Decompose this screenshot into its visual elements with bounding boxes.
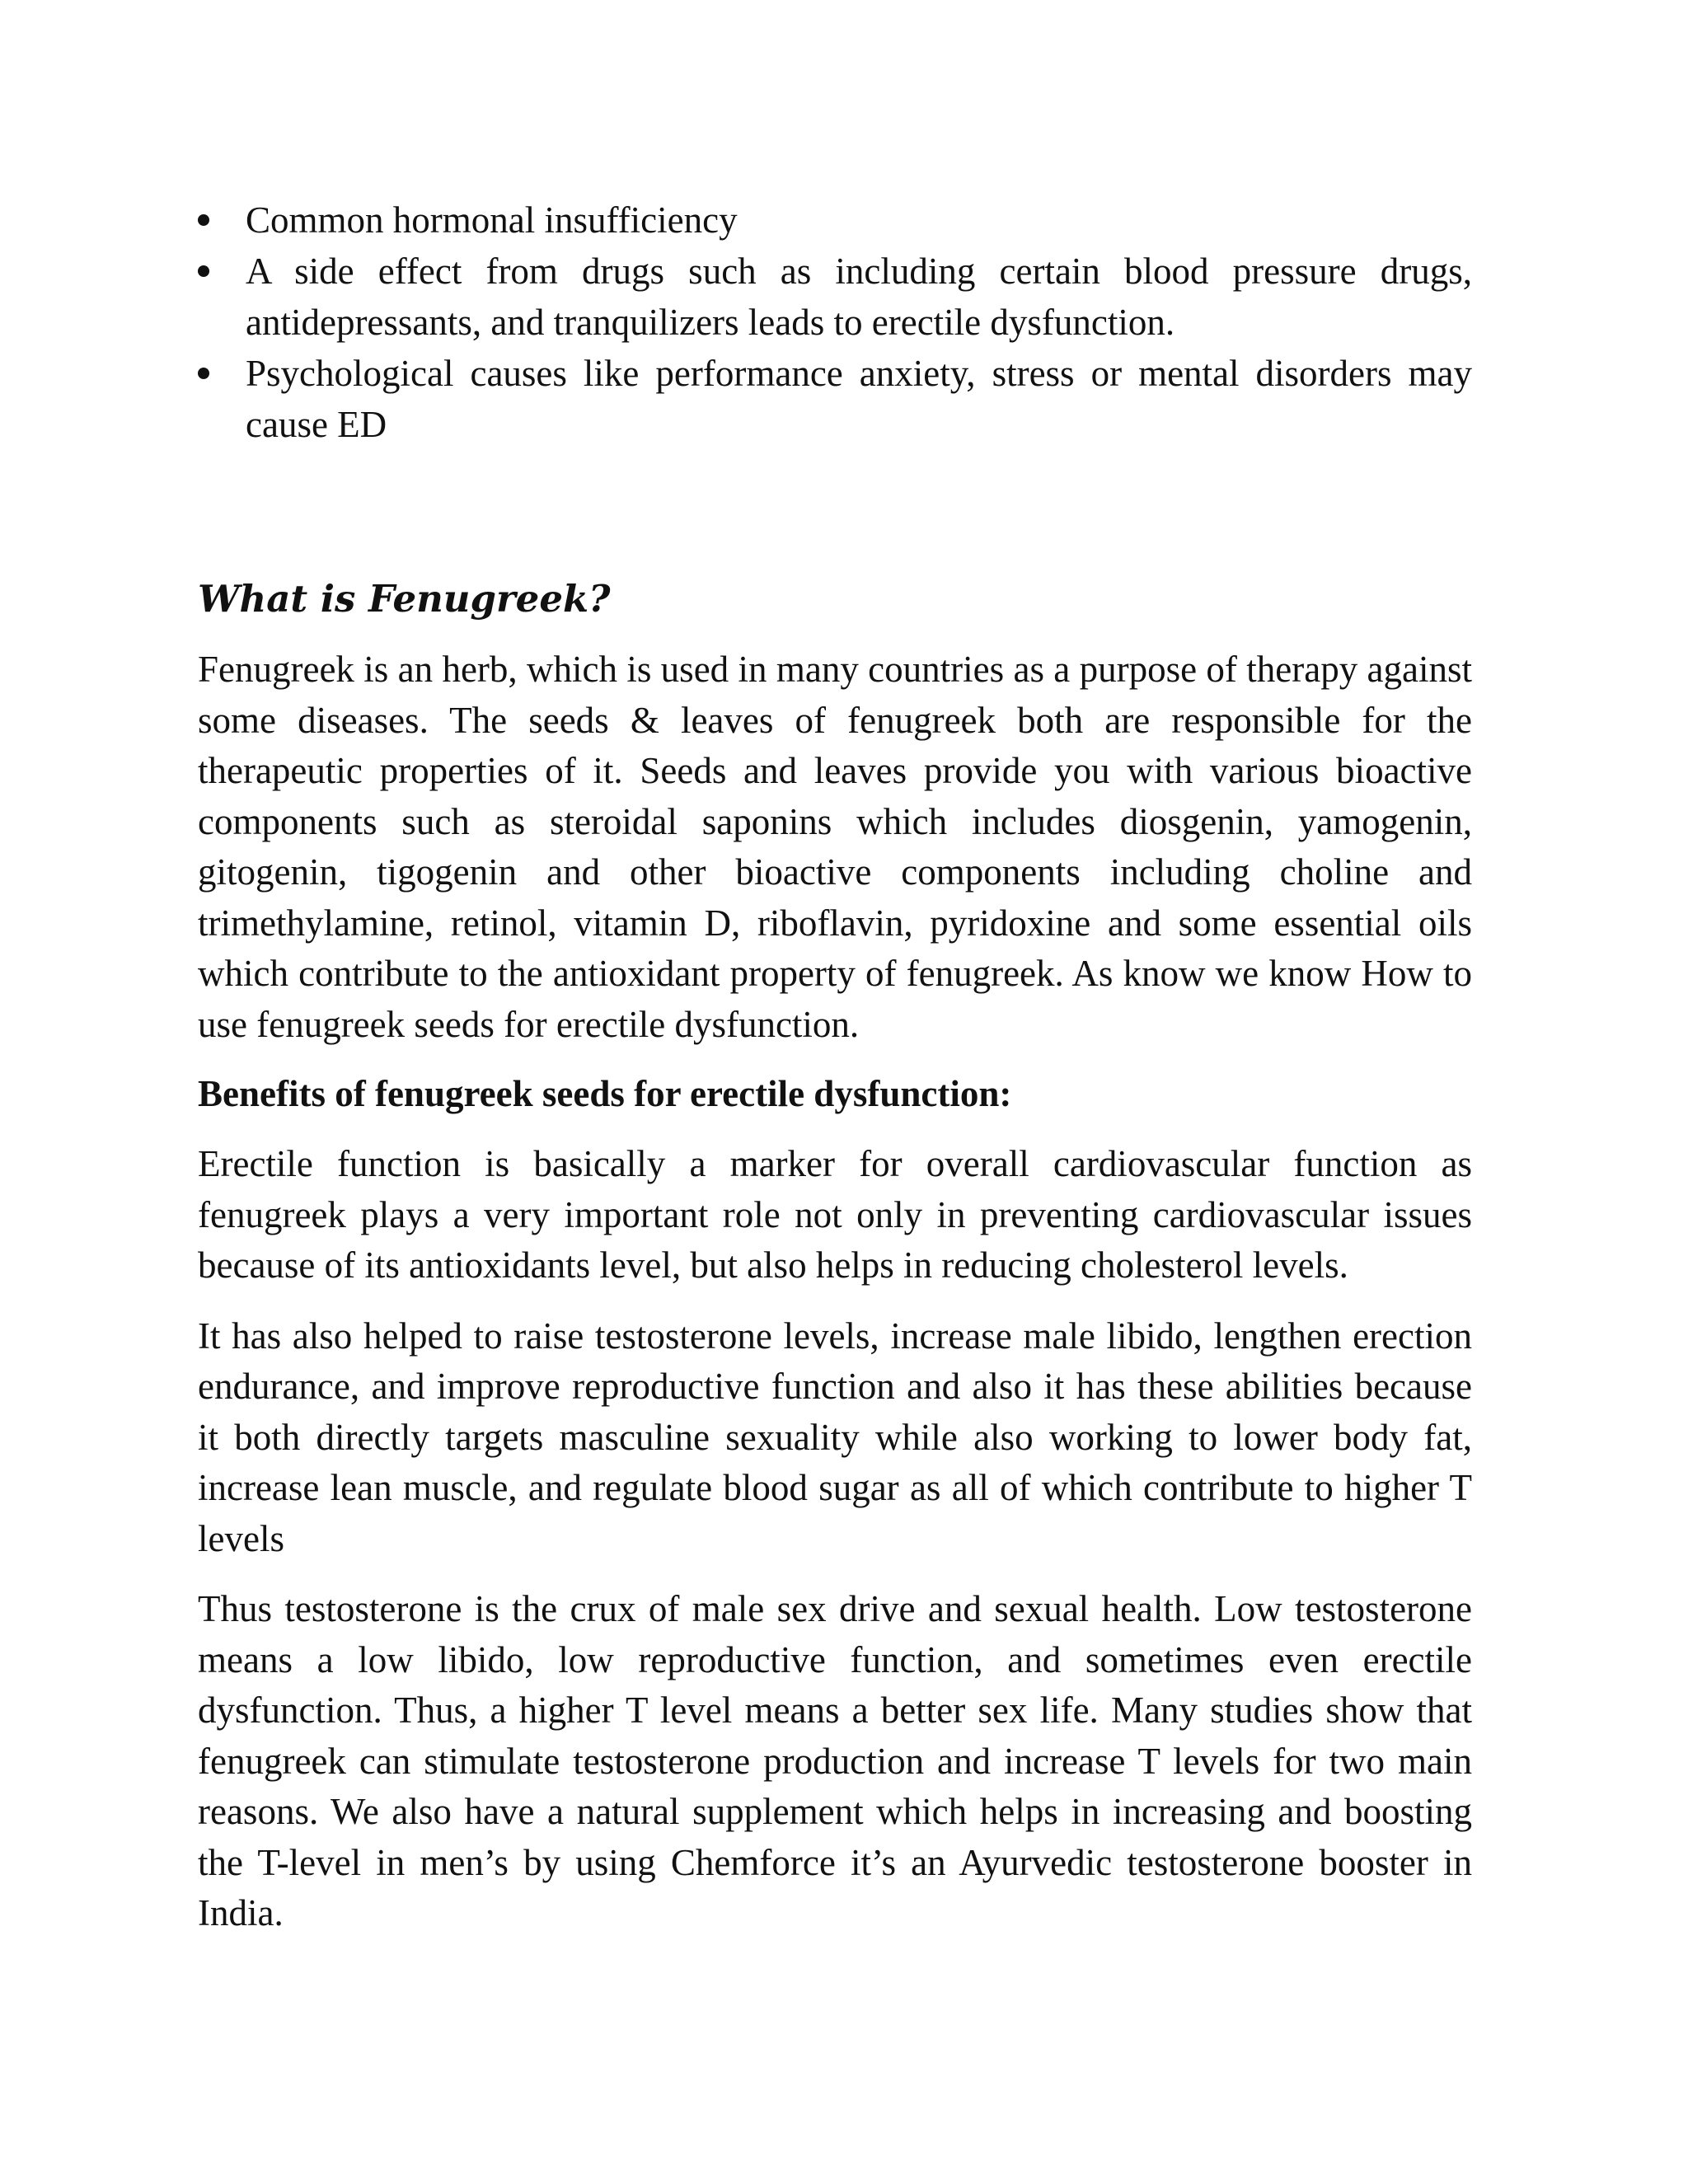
bullet-item	[198, 194, 1472, 246]
bullet-icon	[198, 214, 209, 226]
benefits-paragraph: Thus testosterone is the crux of male sex drive and sexual health. Low testosterone means a low libido, low reproductive function, and sometimes even erectile dysfunction. Thus, a higher T level means a better sex life. Many studies show that fenugreek can stimulate testosterone production and increase T levels for two main reasons. We also have a natural supplement which helps in increasing and boosting the T-level in men’s by using Chemforce it’s an Ayurvedic testosterone booster in India.	[198, 1588, 1472, 1933]
benefits-paragraph: Erectile function is basically a marker for overall cardiovascular function as fenugreek plays a very important role not only in preventing cardiovascular issues because of its antioxidants level, but also helps in reducing cholesterol levels.	[198, 1143, 1472, 1286]
bullet-item	[198, 348, 1472, 450]
bullet-text: A side effect from drugs such as including certain blood pressure drugs, antidepressants, and tranquilizers leads to erectile dysfunction.	[246, 251, 1472, 343]
bullet-text: Psychological causes like performance anxiety, stress or mental disorders may cause ED	[246, 353, 1472, 445]
benefits-heading: Benefits of fenugreek seeds for erectile dysfunction:	[198, 1073, 1012, 1114]
bullet-text: Common hormonal insufficiency	[246, 199, 738, 241]
benefits-paragraph: It has also helped to raise testosterone levels, increase male libido, lengthen erection endurance, and improve reproductive function and also it has these abilities because it both directly targets masculine sexuality while also working to lower body fat, increase lean muscle, and regulate blood sugar as all of which contribute to higher T levels	[198, 1315, 1472, 1559]
bullet-icon	[198, 368, 209, 379]
bullet-icon	[198, 265, 209, 277]
causes-bullet-list	[198, 194, 1472, 450]
section-heading: What is Fenugreek?	[198, 577, 611, 621]
document-page	[198, 194, 1472, 1939]
intro-paragraph: Fenugreek is an herb, which is used in many countries as a purpose of therapy against some diseases. The seeds & leaves of fenugreek both are responsible for the therapeutic properties of it. Seeds and leaves provide you with various bioactive components such as steroidal saponins which includes diosgenin, yamogenin, gitogenin, tigogenin and other bioactive components including choline and trimethylamine, retinol, vitamin D, riboflavin, pyridoxine and some essential oils which contribute to the antioxidant property of fenugreek. As know we know How to use fenugreek seeds for erectile dysfunction.	[198, 649, 1472, 1045]
bullet-item	[198, 246, 1472, 348]
